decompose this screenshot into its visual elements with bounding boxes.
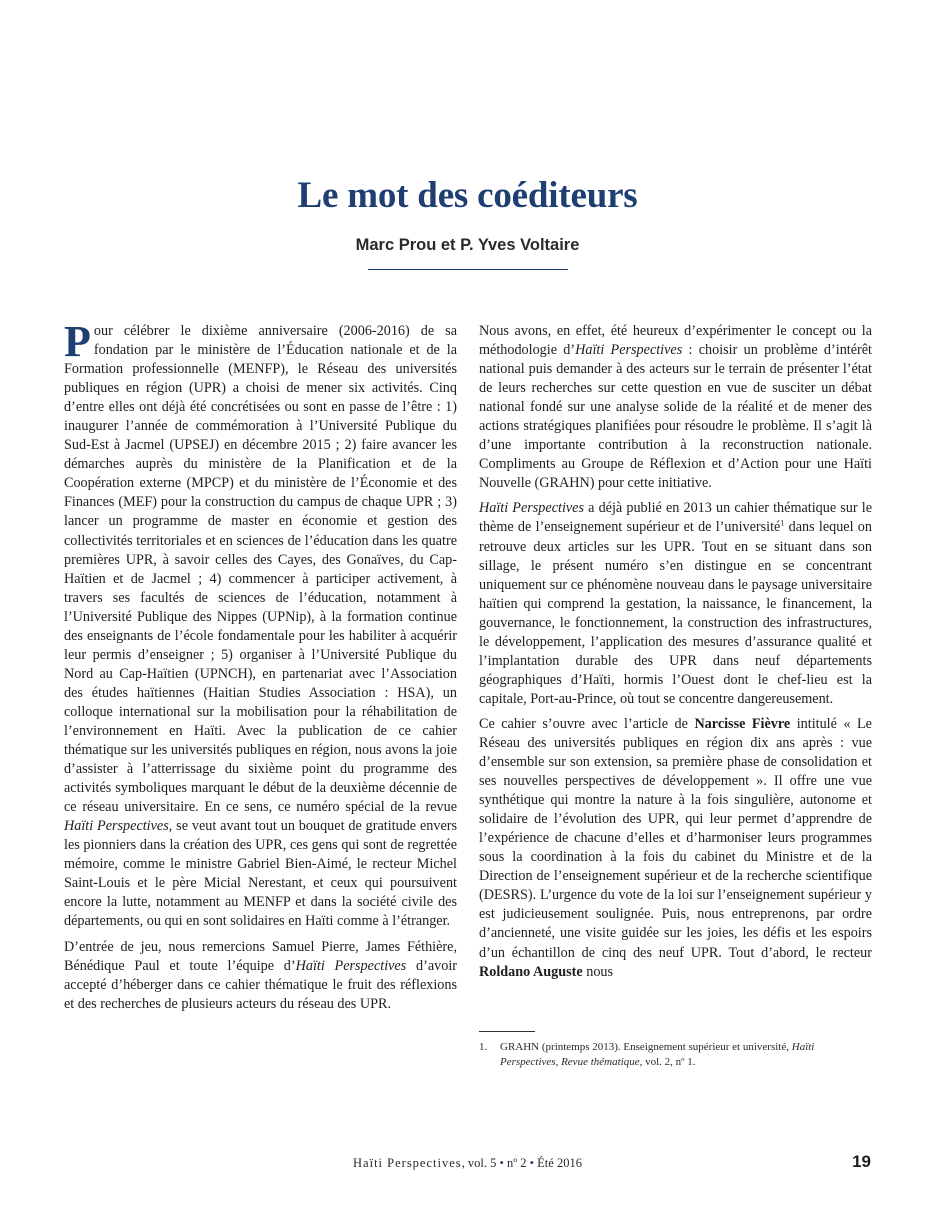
paragraph: Haïti Perspectives a déjà publié en 2013 un cahier thématique sur le thème de l’enseignement supérieur et de l’université$^1$ dans lequel on retrouve deux articles sur les UPR. Tout en se situant dans son sillage, le présent numéro s’en distingue en se concentrant uniquement sur ce phénomène nouveau dans le paysage universitaire haïtien qui comprend la gestation, la naissance, le financement, la gouvernance, le fonctionnement, la construction des infrastructures, le développement, l’application des mesures d’assurance qualité et l’implantation durable des UPR dans neuf départements géographiques d’Haïti, hormis l’Ouest dont le chef-lieu est la capitale, Port-au-Prince, où tout se concentre dangereusement. bbox=[479, 500, 872, 707]
footnote bbox=[479, 1040, 872, 1070]
footnote-text: GRAHN (printemps 2013). Enseignement supérieur et université, Haïti Perspectives, Revue thématique, vol. 2, nº 1. bbox=[500, 1041, 815, 1068]
paragraph: Pour célébrer le dixième anniversaire (2006-2016) de sa fondation par le ministère de l’Éducation nationale et de la Formation professionnelle (MENFP), le Réseau des universités publiques en région (UPR) a choisi de mener six activités. Cinq d’entre elles ont déjà été concrétisées ou sont en passe de l’être : 1) inaugurer l’année de commémoration à l’Université Publique du Sud-Est à Jacmel (UPSEJ) en décembre 2015 ; 2) faire avancer les démarches auprès du ministère de la Planification et de la Coopération externe (MPCP) et du ministère de l’Économie et des Finances (MEF) pour la construction du campus de chaque UPR ; 3) lancer un programme de master en économie et gestion des collectivités territoriales et en sciences de l’éducation dans les quatre premières UPR, à savoir celles des Cayes, des Gonaïves, du Cap-Haïtien et de Jacmel ; 4) commencer à participer activement, à travers ses facultés de sciences de l’éducation, notamment à l’Université Publique des Nippes (UPNip), à la formation continue des enseignants de l’école fondamentale pour les habiliter à acquérir leur permis d’enseigner ; 5) organiser à l’Université Publique du Nord au Cap-Haïtien (UPNCH), en partenariat avec l’Association des études haïtiennes (Haitian Studies Association : HSA), un colloque international sur la mobilisation pour la réhabilitation de l’environnement en Haïti. Avec la publication de ce cahier thématique sur les universités publiques en région, nous avons la joie d’assister à l’atterrissage du sixième point du programme des activités symboliques marquant le début de la deuxième décennie de ce réseau universitaire. En ce sens, ce numéro spécial de la revue Haïti Perspectives, se veut avant tout un bouquet de gratitude envers les pionniers dans la création des UPR, ces gens qui sont de regrettée mémoire, comme le ministre Gabriel Bien-Aimé, le recteur Michel Saint-Louis et le père Micial Nerestant, et ceux qui poursuivent encore la lutte, notamment au MENFP et dans la société civile des départements, ou qui en sont solidaires en Haïti comme à l’étranger. bbox=[64, 317, 458, 930]
page-number: 19 bbox=[852, 1152, 871, 1171]
paragraph: Nous avons, en effet, été heureux d’expérimenter le concept ou la méthodologie d’Haïti Perspectives : choisir un problème d’intérêt national puis demander à des acteurs sur le terrain de présenter l’état de leurs recherches sur cette question en vue de susciter un débat national fondé sur une analyse solide de la réalité et de mener des actions stratégiques planifiées pour résoudre le problème. Il s’agit là d’une importante contribution à la reconstruction nationale. Compliments au Groupe de Réflexion et d’Action pour une Haïti Nouvelle (GRAHN) pour cette initiative. bbox=[479, 323, 872, 492]
page-footer bbox=[0, 1156, 935, 1171]
season: Été 2016 bbox=[537, 1156, 582, 1170]
separator-bullet: • bbox=[496, 1156, 508, 1170]
paragraph: D’entrée de jeu, nous remercions Samuel Pierre, James Féthière, Bénédique Paul et toute l’équipe d’Haïti Perspectives d’avoir accepté d’héberger dans ce cahier thématique le fruit des réflexions et des recherches de plusieurs acteurs du réseau des UPR. bbox=[64, 938, 457, 1012]
paragraph: Ce cahier s’ouvre avec l’article de Narcisse Fièvre intitulé « Le Réseau des universités publiques en région dix ans après : vue d’ensemble sur son extension, sa première phase de consolidation et ses nouvelles perspectives de développement ». Il offre une vue synthétique qui montre la nature à la fois singulière, autonome et solidaire de l’évolution des UPR, qui leur permet d’apprendre de l’expérience de chacune d’elles et d’harmoniser leurs programmes sous la coordination à la fois du cabinet du Ministre et de la Direction de l’enseignement supérieur et de la recherche scientifique (DESRS). L’urgence du vote de la loi sur l’enseignement supérieur y est judicieusement soulignée. Puis, nous entreprenons, par ordre d’ancienneté, une visite guidée sur les joies, les défis et les espoirs d’un échantillon de cinq des neuf UPR. Tout d’abord, le recteur Roldano Auguste nous bbox=[479, 715, 872, 980]
footnote-number: 1. bbox=[479, 1041, 488, 1053]
journal-name: Haïti Perspectives bbox=[353, 1156, 462, 1170]
issue: nº 2 bbox=[507, 1156, 527, 1170]
separator-bullet: • bbox=[526, 1156, 538, 1170]
drop-cap: P bbox=[64, 317, 91, 366]
left-column bbox=[64, 317, 458, 1020]
article-authors: Marc Prou et P. Yves Voltaire bbox=[355, 236, 580, 254]
footnote-divider bbox=[479, 1031, 535, 1032]
footnote-ref[interactable]: 1 bbox=[780, 518, 785, 528]
article-title: Le mot des coéditeurs bbox=[297, 175, 638, 216]
volume: , vol. 5 bbox=[461, 1156, 497, 1170]
title-divider bbox=[368, 269, 568, 270]
right-column bbox=[479, 322, 872, 988]
